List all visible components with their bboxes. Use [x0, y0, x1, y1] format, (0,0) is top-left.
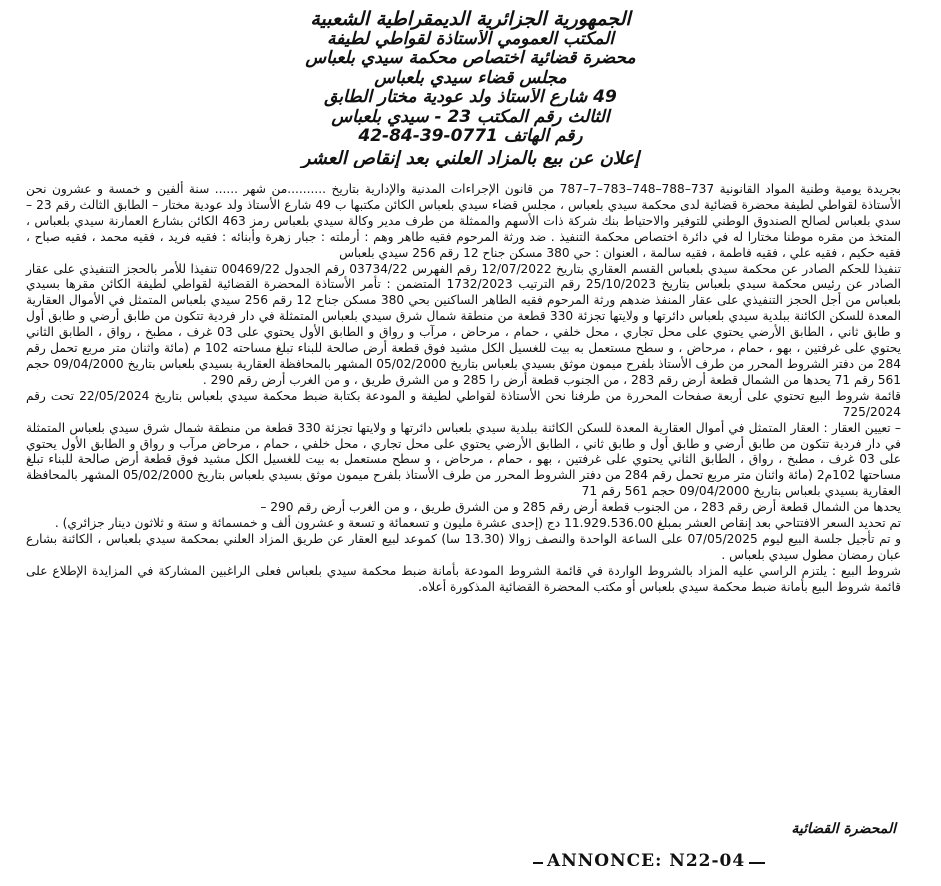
- paragraph-conditions-list: قائمة شروط البيع تحتوي على أربعة صفحات المحررة من طرفنا نحن الأستاذة لقواطي لطيفة و المودعة بكتابة ضبط محكمة سيدي بلعباس بتاريخ 22/05/2024 تحت رقم 725/2024: [26, 388, 901, 419]
- header-office: المكتب العمومي الأستاذة لقواطي لطيفة: [326, 29, 614, 49]
- header-phone: رقم الهاتف 0771-39-84-42: [358, 127, 583, 146]
- header-floor: الثالث رقم المكتب 23 - سيدي بلعباس: [331, 107, 610, 127]
- paragraph-parties: بجريدة يومية وطنية المواد القانونية 737–788–748–783–7–787 من قانون الإجراءات المدنية والإدارية بتاريخ ..........من شهر ...... سنة ألفين و خمسة و عشرون نحن الأستاذة لقواطي لطيفة محضرة قضائية لدى محكمة سيدي بلعباس ، مجلس قضاء سيدي بلعباس الكائن مكتبها ب 49 شارع الأستاذ ولد عودية مختار – الطابق الثالث رقم 23 – سدي بلعباس لصالح الصندوق الوطني للتوفير والاحتياط بنك شركة ذات الأسهم والممثلة من طرف مدير وكالة سيدي بلعباس رمز 463 الكائن بشارع العمارنة سيدي بلعباس ، المتخذ من مقره موطنا مختارا له في دائرة اختصاص محكمة التنفيذ . ضد ورثة المرحوم فقيه طاهر وهم : أرملته : جبار زهرة وأبنائه : فقيه فريد ، فقيه محمد ، فقيه صباح ، فقيه حكيم ، فقيه علي ، فقيه فاطمة ، فقيه سالمة ، العنوان : حي 380 مسكن جناح 12 رقم 256 سيدي بلعباس: [26, 182, 901, 260]
- annonce-reference: [533, 851, 765, 875]
- paragraph-price: تم تحديد السعر الافتتاحي بعد إنقاص العشر بمبلغ 11.929.536.00 دج (إحدى عشرة مليون و تسعمائة و تسعة و عشرون ألف و خمسمائة و ستة و ثلاثون دينار جزائري) .: [54, 516, 901, 531]
- annonce-number: ANNONCE: N22-04: [543, 851, 749, 871]
- paragraph-session: و تم تأجيل جلسة البيع ليوم 07/05/2025 على الساعة الواحدة والنصف زوالا (13.30 سا) كموعد لبيع العقار عن طريق المزاد العلني بمحكمة سيدي بلعباس ، الكائنة بشارع عبان رمضان مطول سيدي بلعباس .: [26, 531, 901, 562]
- paragraph-judgment: تنفيذا للحكم الصادر عن محكمة سيدي بلعباس القسم العقاري بتاريخ 12/07/2022 رقم الفهرس 03734/22 رقم الجدول 00469/22 تنفيذا للأمر بالحجز التنفيذي على عقار الصادر عن رئيس محكمة سيدي بلعباس بتاريخ 25/10/2023 رقم الترتيب 1732/2023 المتضمن : تأمر الأستاذة المحضرة القضائية لقواطي لطيفة الكائن مقرها بسيدي بلعباس من أجل الحجز التنفيذي على عقار المنفذ ضدهم ورثة المرحوم فقيه الطاهر الساكنين بحي 380 مسكن جناح 12 رقم 256 سيدي بلعباس المتمثل في الأموال العقارية المعدة للسكن الكائنة ببلدية سيدي بلعباس دائرتها و ولايتها تجزئة 330 قطعة من منطقة شمال شرق سيدي بلعباس المتمثلة في دار فردية تتكون من طابق أرضي و طابق أول و طابق ثاني ، الطابق الأرضي يحتوي على محل تجاري ، محل خلفي ، حمام ، مرحاض ، مرآب و رواق و الطابق الأول يحتوي على 03 غرف ، مطبخ ، رواق ، الطابق الثاني يحتوي على غرفتين ، بهو ، حمام ، مرحاض ، و سطح مستعمل به بيت للغسيل الكل مشيد فوق قطعة أرض صالحة للبناء تبلغ مساحته 102 م (مائة واثنان متر مربع تحمل رقم 284 من دفتر الشروط المحرر من طرف الأستاذ بلفرح ميمون موثق بسيدي بلعباس بتاريخ 05/02/2000 المشهر بالمحافظة العقارية بسيدي بلعباس بتاريخ 09/04/2000 حجم 561 رقم 71 يحدها من الشمال قطعة أرض رقم 283 ، من الجنوب قطعة أرض را 285 و من الشرق طريق ، و من الغرب أرض رقم 290 .: [26, 261, 902, 387]
- notice-title: إعلان عن بيع بالمزاد العلني بعد إنقاص العشر: [301, 148, 640, 168]
- header-republic: الجمهورية الجزائرية الديمقراطية الشعبية: [310, 10, 631, 30]
- signature-bailiff: المحضرة القضائية: [791, 821, 896, 837]
- notice-header: [0, 0, 941, 168]
- paragraph-boundaries: يحدها من الشمال قطعة أرض رقم 283 ، من الجنوب قطعة أرض رقم 285 و من الشرق طريق ، و من الغرب أرض رقم 290 –: [260, 500, 901, 515]
- header-address: 49 شارع الأستاذ ولد عودية مختار الطابق: [324, 88, 617, 107]
- paragraph-property: – تعيين العقار : العقار المتمثل في أموال العقارية المعدة للسكن الكائنة ببلدية سيدي بلعباس دائرتها و ولايتها تجزئة 330 قطعة من منطقة شمال شرق سيدي بلعباس المتمثلة في دار فردية تتكون من طابق أرضي و طابق أول و طابق ثاني ، الطابق الأرضي يحتوي على محل تجاري ، محل خلفي ، حمام ، مرحاض مرآب و رواق و الطابق الأول يحتوي على 03 غرف ، مطبخ ، رواق ، الطابق الثاني يحتوي على غرفتين ، بهو ، حمام ، مرحاض ، و سطح مستعمل به بيت للغسيل الكل مشيد فوق قطعة أرض صالحة للبناء تبلغ مساحتها 102م2 (مائة واثنان متر مربع تحمل رقم 284 من دفتر الشروط المحرر من طرف الأستاذ بلفرح ميمون موثق بسيدي بلعباس بتاريخ 05/02/2000 المشهر بالمحافظة العقارية بسيدي بلعباس بتاريخ 09/04/2000 حجم 561 رقم 71: [26, 420, 901, 499]
- header-bailiff: محضرة قضائية اختصاص محكمة سيدي بلعباس: [305, 49, 636, 68]
- paragraph-sale-terms: شروط البيع : يلتزم الراسي عليه المزاد بالشروط الواردة في قائمة الشروط المودعة بأمانة ضبط محكمة سيدي بلعباس فعلى الراغبين المشاركة في المزايدة الإطلاع على قائمة شروط البيع بأمانة ضبط محكمة سيدي بلعباس أو مكتب المحضرة القضائية المذكورة أعلاه.: [26, 563, 901, 594]
- notice-body: [26, 182, 901, 596]
- header-court: مجلس قضاء سيدي بلعباس: [374, 68, 567, 88]
